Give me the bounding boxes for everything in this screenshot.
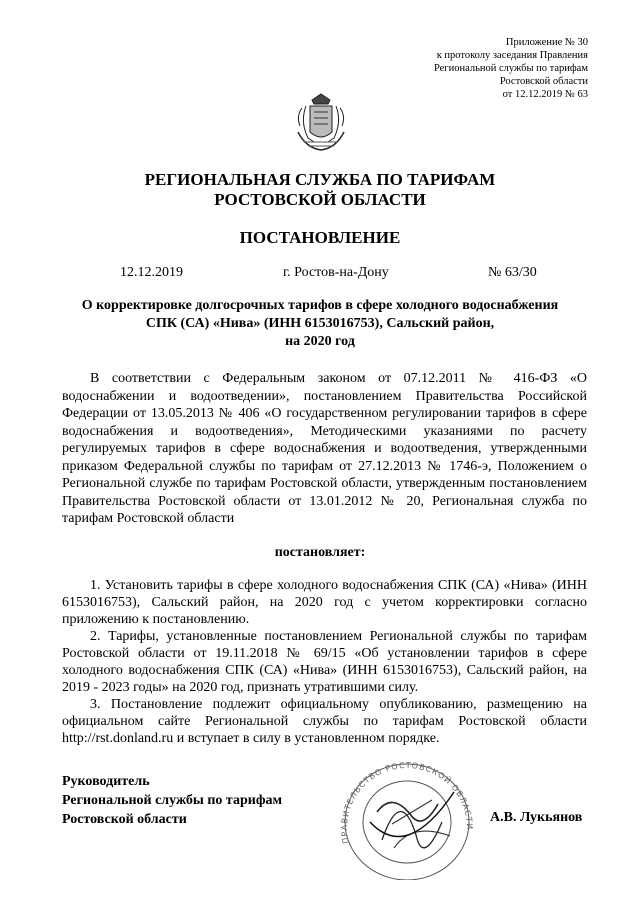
stamp-text: ПРАВИТЕЛЬСТВО РОСТОВСКОЙ ОБЛАСТИ	[339, 760, 475, 845]
appendix-line: Ростовской области	[499, 76, 588, 87]
appendix-line: от 12.12.2019 № 63	[502, 89, 588, 100]
preamble-paragraph: В соответствии с Федеральным законом от 07.12.2011 № 416-ФЗ «О водоснабжении и водоотведении», постановлением Правительства Российской Федерации от 13.05.2013 № 406 «О государственном регулировании тарифов в сфере водоснабжения и водоотведения», Методическими указаниями по расчету регулируемых тарифов в сфере водоснабжения и водоотведения, утвержденными приказом Федеральной службы по тарифам от 27.12.2013 № 1746-э, Положением о Региональной службе по тарифам Ростовской области, утвержденным постановлением Правительства Ростовской области от 13.01.2012 № 20, Региональная служба по тарифам Ростовской области	[62, 371, 587, 526]
document-subject	[50, 297, 590, 351]
resolution-item: 2. Тарифы, установленные постановлением Региональной службы по тарифам Ростовской области от 19.11.2018 № 69/15 «Об установлении тарифов в сфере холодного водоснабжения СПК (СА) «Нива» (ИНН 6153016753), Сальский район, на 2019 - 2023 годы» на 2020 год, признать утратившими силу.	[62, 629, 587, 695]
subject-line: О корректировке долгосрочных тарифов в сфере холодного водоснабжения	[81, 298, 559, 313]
document-type: ПОСТАНОВЛЕНИЕ	[239, 228, 401, 247]
signatory-title-line: Ростовской области	[62, 812, 187, 827]
document-date: 12.12.2019	[120, 265, 183, 280]
signatory-title-line: Региональной службы по тарифам	[62, 793, 283, 808]
resolution-item: 3. Постановление подлежит официальному опубликованию, размещению на официальном сайте Региональной службы по тарифам Ростовской области http://rst.donland.ru и вступает в силу в установленном порядке.	[62, 697, 587, 746]
signatory-title	[62, 772, 282, 829]
appendix-note	[434, 36, 588, 101]
coat-of-arms-icon	[292, 92, 350, 156]
resolution-items	[62, 577, 587, 747]
resolution-item: 1. Установить тарифы в сфере холодного водоснабжения СПК (СА) «Нива» (ИНН 6153016753), Сальский район, на 2020 год с учетом корректировки согласно приложению к постановлению.	[62, 578, 587, 627]
signatory-title-line: Руководитель	[62, 774, 150, 789]
org-line: РЕГИОНАЛЬНАЯ СЛУЖБА ПО ТАРИФАМ	[144, 170, 496, 189]
subject-line: СПК (СА) «Нива» (ИНН 6153016753), Сальский район,	[145, 316, 495, 331]
document-number: № 63/30	[488, 265, 537, 280]
official-stamp-icon	[322, 752, 492, 880]
subject-line: на 2020 год	[285, 334, 355, 349]
document-place: г. Ростов-на-Дону	[283, 265, 389, 280]
appendix-line: Региональной службы по тарифам	[433, 63, 588, 74]
appendix-line: к протоколу заседания Правления	[436, 50, 588, 61]
organization-title	[0, 170, 640, 210]
org-line: РОСТОВСКОЙ ОБЛАСТИ	[214, 190, 426, 209]
decree-word: постановляет:	[274, 545, 366, 560]
signatory-name: А.В. Лукьянов	[490, 810, 583, 825]
svg-text:ПРАВИТЕЛЬСТВО РОСТОВСКОЙ ОБЛАС	[340, 761, 474, 844]
appendix-line: Приложение № 30	[505, 37, 588, 48]
